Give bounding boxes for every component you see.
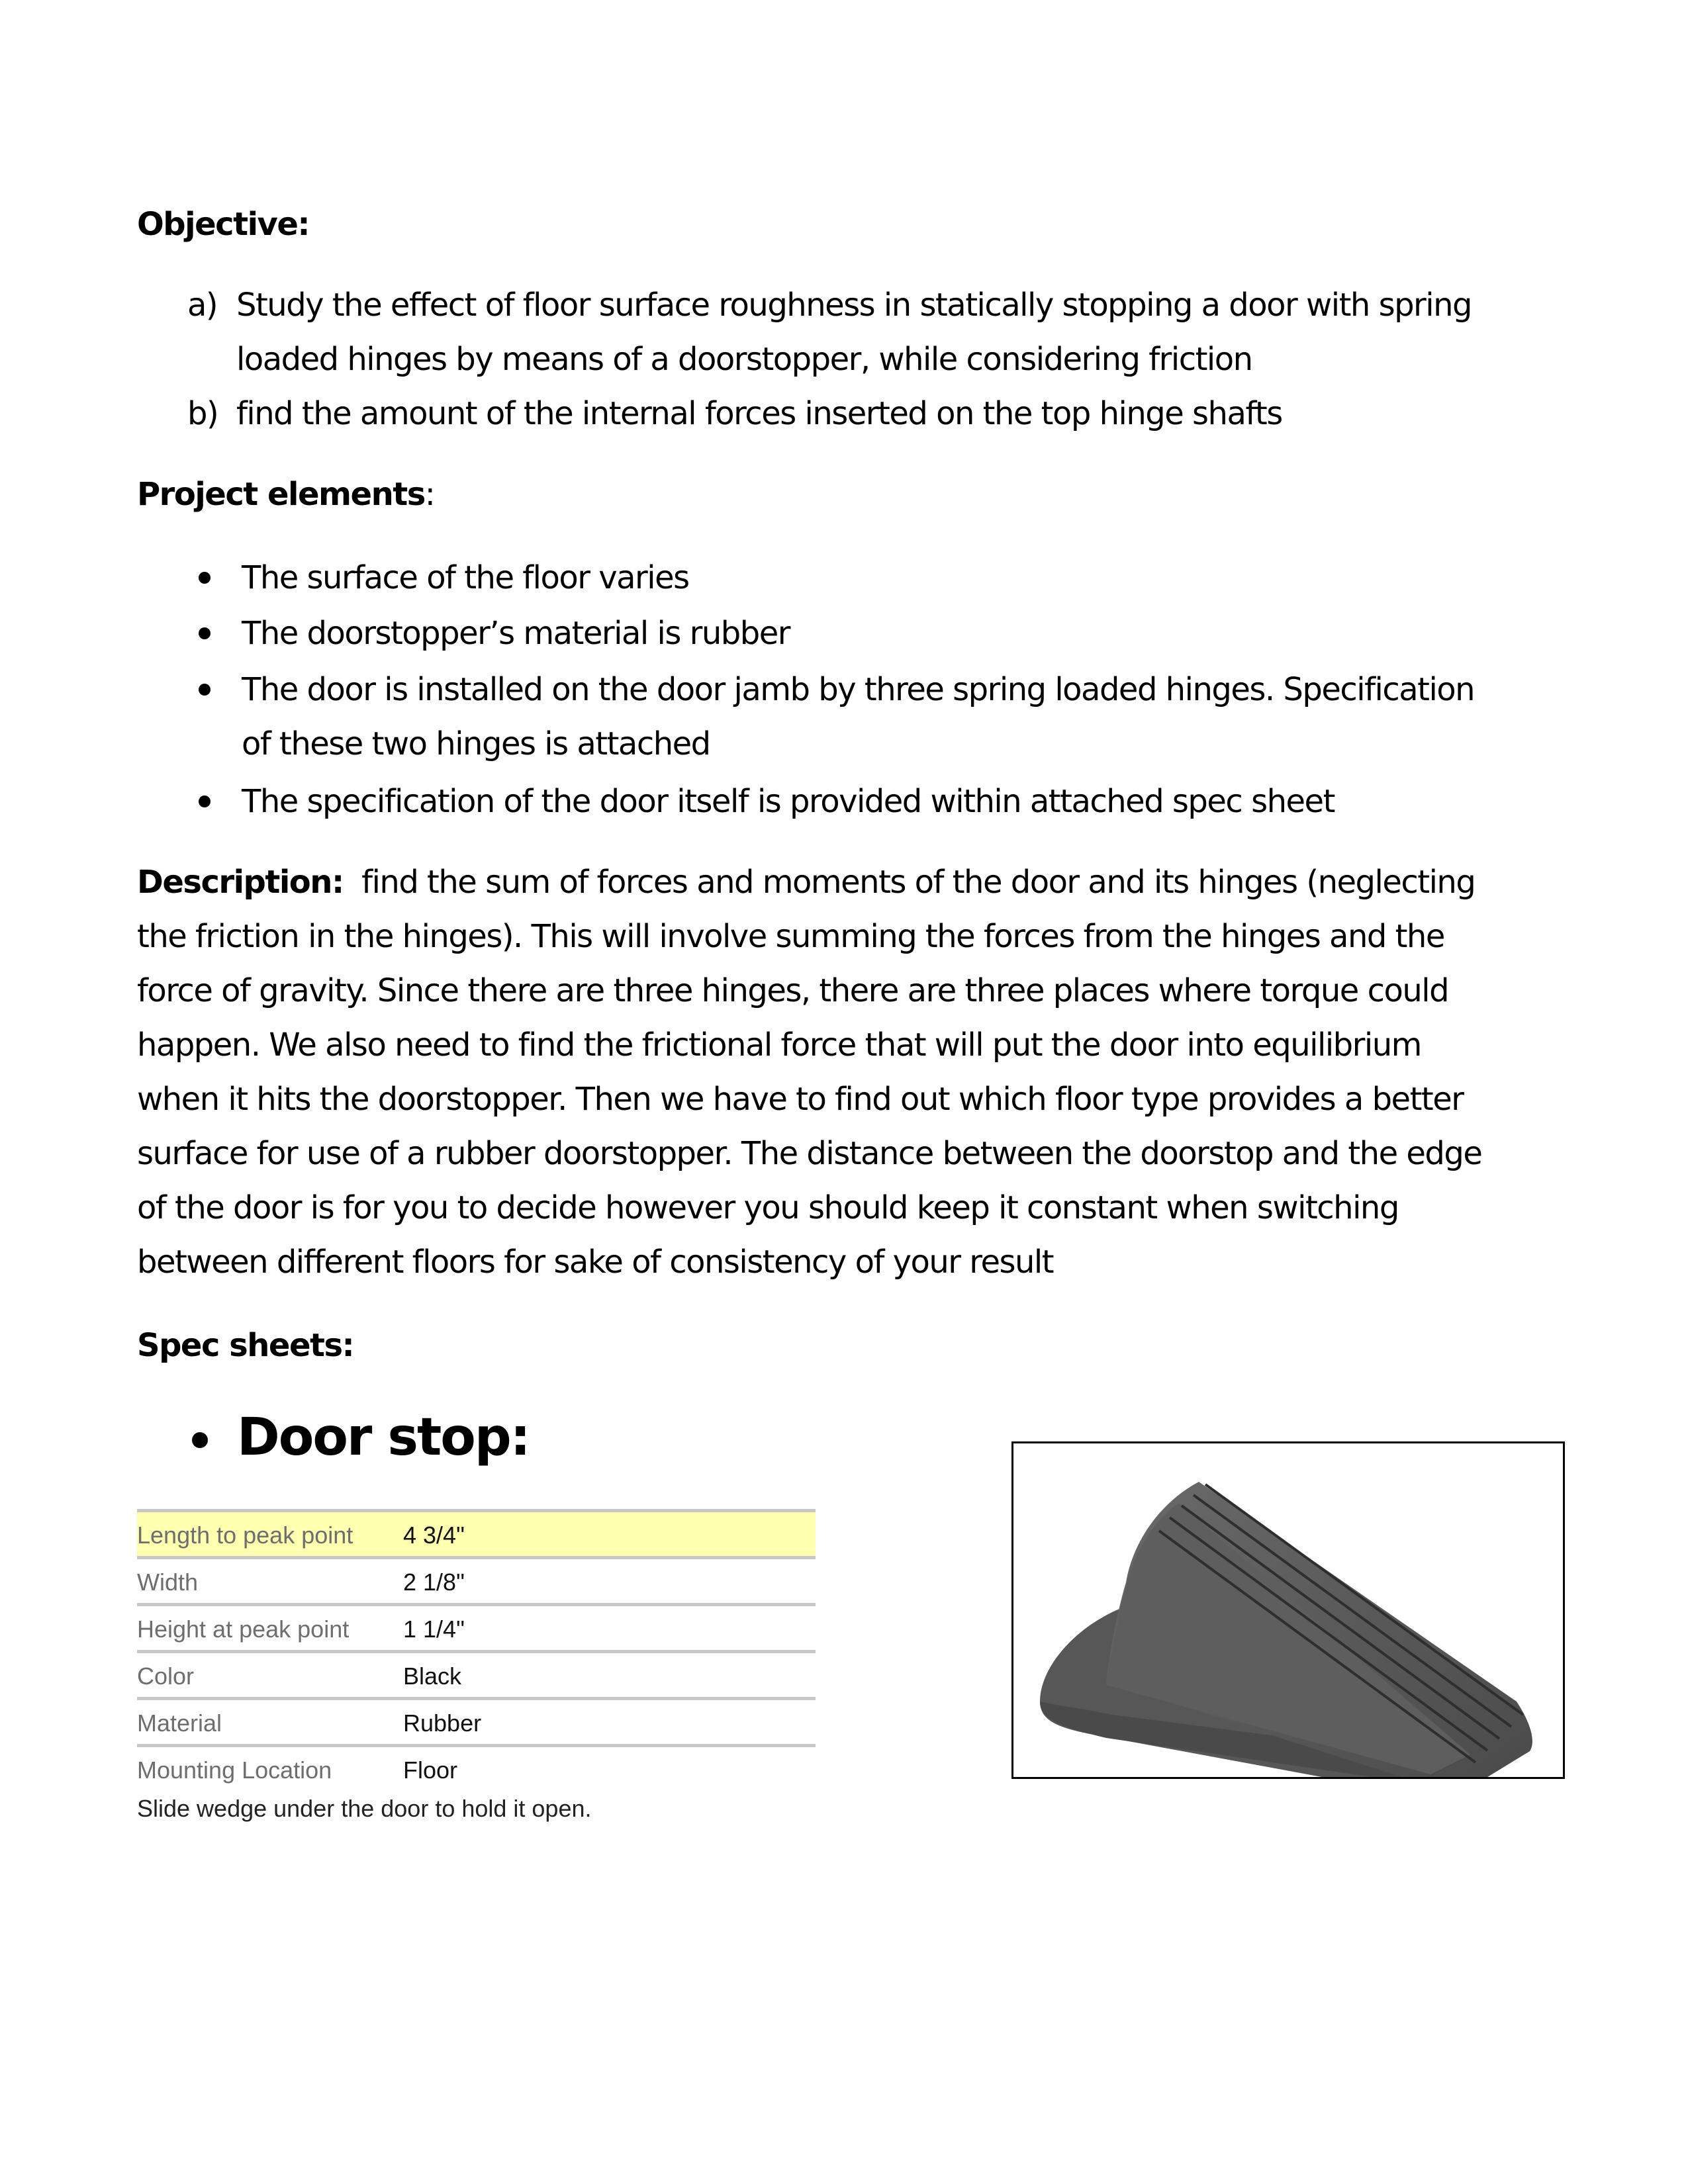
description-line-5: when it hits the doorstopper. Then we have to find out which floor type provides a better	[137, 1081, 1464, 1118]
spec-value: 2 1/8"	[403, 1569, 465, 1596]
door-stop-spec-table	[137, 1509, 816, 1791]
door-stop-title: Door stop:	[237, 1408, 530, 1467]
spec-key: Length to peak point	[137, 1522, 353, 1549]
description-paragraph	[137, 855, 1567, 1289]
spec-row-length	[137, 1509, 816, 1556]
description-line-7: of the door is for you to decide however you should keep it constant when switching	[137, 1189, 1399, 1226]
spec-row-width	[137, 1556, 816, 1603]
description-line-6: surface for use of a rubber doorstopper. The distance between the doorstop and the edge	[137, 1135, 1482, 1172]
spec-row-mounting	[137, 1744, 816, 1791]
project-elements-heading-text: Project elements	[137, 476, 425, 513]
spec-row-color	[137, 1650, 816, 1697]
project-element-3-line-2: of these two hinges is attached	[242, 725, 710, 762]
spec-key: Mounting Location	[137, 1756, 332, 1784]
bullet-icon	[199, 572, 211, 584]
door-stop-note: Slide wedge under the door to hold it open.	[137, 1795, 592, 1822]
description-line-8: between different floors for sake of consistency of your result	[137, 1244, 1054, 1281]
spec-row-material	[137, 1697, 816, 1744]
door-stop-image	[1011, 1441, 1565, 1779]
spec-key: Color	[137, 1662, 195, 1690]
spec-key: Material	[137, 1709, 222, 1737]
bullet-icon	[199, 684, 211, 696]
objective-b-line-1: find the amount of the internal forces inserted on the top hinge shafts	[236, 395, 1282, 432]
objective-a-marker: a)	[187, 287, 218, 324]
bullet-icon	[199, 796, 211, 807]
description-line-1: find the sum of forces and moments of the door and its hinges (neglecting	[361, 864, 1476, 901]
spec-key: Height at peak point	[137, 1615, 350, 1643]
objective-b-marker: b)	[187, 395, 218, 432]
spec-value: Rubber	[403, 1709, 482, 1737]
project-element-4: The specification of the door itself is provided within attached spec sheet	[242, 783, 1335, 820]
project-element-2: The doorstopper’s material is rubber	[242, 615, 790, 652]
description-line-2: the friction in the hinges). This will involve summing the forces from the hinges and the	[137, 918, 1444, 955]
objective-a-line-2: loaded hinges by means of a doorstopper, while considering friction	[236, 341, 1252, 378]
project-elements-heading	[137, 467, 434, 522]
spec-value: 1 1/4"	[403, 1615, 465, 1643]
spec-sheets-heading: Spec sheets:	[137, 1327, 354, 1364]
bullet-icon	[199, 627, 211, 639]
bullet-icon	[192, 1432, 208, 1448]
project-element-1: The surface of the floor varies	[242, 559, 689, 596]
description-heading: Description:	[137, 864, 344, 901]
spec-value: 4 3/4"	[403, 1522, 465, 1549]
spec-value: Black	[403, 1662, 462, 1690]
doorstop-wedge-icon	[1013, 1443, 1563, 1777]
description-line-4: happen. We also need to find the frictional force that will put the door into equilibrium	[137, 1026, 1421, 1064]
spec-row-height	[137, 1603, 816, 1650]
spec-key: Width	[137, 1569, 199, 1596]
project-elements-heading-colon: :	[424, 476, 435, 513]
objective-heading: Objective:	[137, 206, 310, 243]
spec-value: Floor	[403, 1756, 458, 1784]
objective-a-line-1: Study the effect of floor surface roughness in statically stopping a door with spring	[236, 287, 1472, 324]
description-line-3: force of gravity. Since there are three hinges, there are three places where torque could	[137, 972, 1449, 1009]
project-element-3-line-1: The door is installed on the door jamb by three spring loaded hinges. Specification	[242, 671, 1475, 708]
